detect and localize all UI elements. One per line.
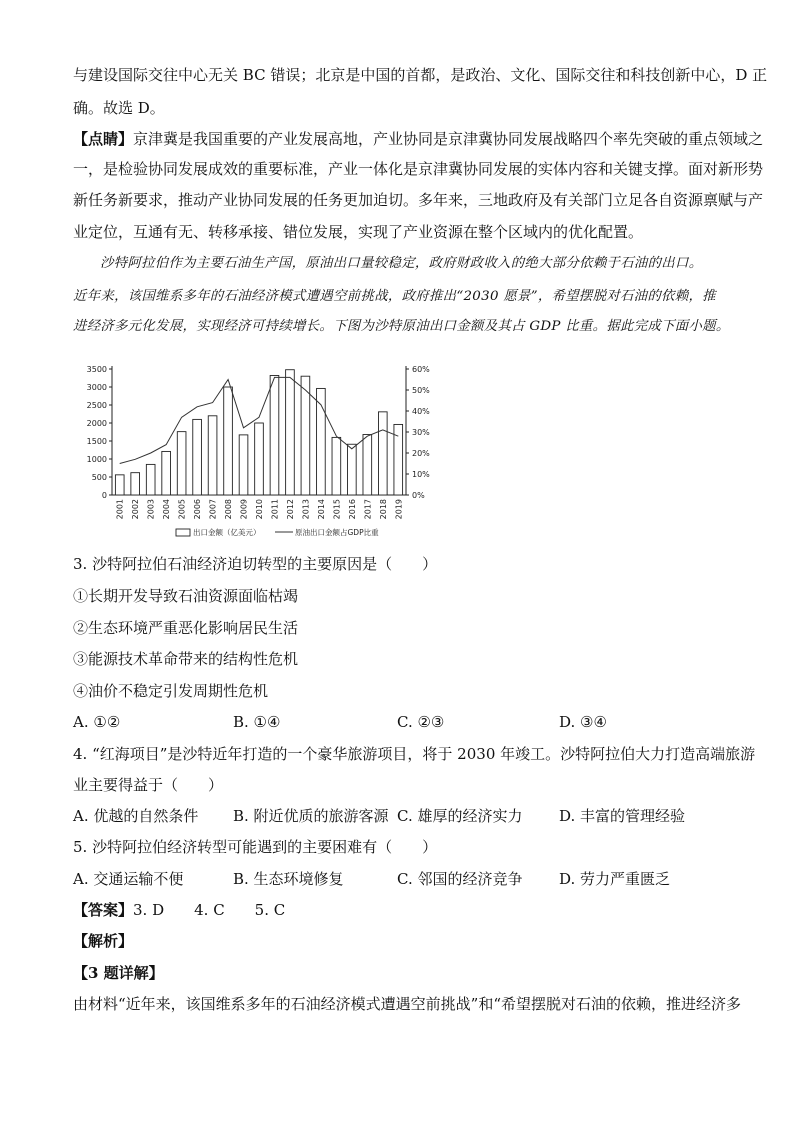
x-tick-label: 2008 — [224, 499, 234, 520]
left-tick-label: 2000 — [86, 419, 107, 428]
option-b: B. 生态环境修复 — [233, 870, 344, 888]
x-tick-label: 2004 — [162, 499, 172, 520]
answer-line — [73, 899, 723, 921]
bar-export-2011 — [270, 375, 279, 495]
right-tick-label: 10% — [412, 470, 430, 479]
x-tick-label: 2018 — [378, 499, 388, 520]
right-tick-label: 0% — [412, 491, 425, 500]
bar-export-2010 — [255, 423, 264, 495]
left-tick-label: 3500 — [86, 365, 107, 374]
q3-item: ④油价不稳定引发周期性危机 — [73, 682, 269, 700]
text-line: 京津冀是我国重要的产业发展高地，产业协同是京津冀协同发展战略四个率先突破的重点领域之 — [133, 130, 764, 148]
bar-export-2009 — [239, 435, 248, 495]
x-tick-label: 2012 — [285, 499, 295, 520]
bar-export-2001 — [115, 475, 124, 495]
legend-line-label: 原油出口金额占GDP比重 — [295, 528, 379, 537]
dianjing-paragraph — [73, 128, 764, 150]
option-c: C. ②③ — [397, 713, 445, 731]
bar-export-2008 — [224, 387, 233, 495]
text-line: 新任务新要求，推动产业协同发展的任务更加迫切。多年来，三地政府及有关部门立足各自资源禀赋与产 — [73, 191, 764, 209]
left-tick-label: 500 — [91, 473, 107, 482]
bar-export-2016 — [348, 444, 357, 495]
bar-export-2017 — [363, 435, 372, 495]
option-d: D. 劳力严重匮乏 — [559, 870, 671, 888]
x-tick-label: 2017 — [363, 499, 373, 520]
option-c: C. 邻国的经济竞争 — [397, 870, 523, 888]
bar-export-2004 — [162, 451, 171, 495]
text-line: 与建设国际交往中心无关 BC 错误；北京是中国的首都，是政治、文化、国际交往和科技创新中心，D 正 — [73, 66, 768, 84]
x-tick-label: 2002 — [131, 499, 141, 520]
option-a: A. 优越的自然条件 — [73, 807, 199, 825]
right-tick-label: 40% — [412, 407, 430, 416]
q3-stem: 3. 沙特阿拉伯石油经济迫切转型的主要原因是（ ） — [73, 555, 438, 573]
right-tick-label: 30% — [412, 428, 430, 437]
left-tick-label: 1500 — [86, 437, 107, 446]
x-tick-label: 2005 — [177, 499, 187, 520]
bar-export-2015 — [332, 437, 341, 495]
bar-export-2005 — [177, 432, 186, 495]
right-tick-label: 60% — [412, 365, 430, 374]
answer-text: 3. D 4. C 5. C — [133, 901, 286, 919]
x-tick-label: 2009 — [239, 499, 249, 520]
x-tick-label: 2015 — [332, 499, 342, 520]
option-a: A. ①② — [73, 713, 121, 731]
bar-export-2007 — [208, 416, 217, 495]
left-tick-label: 2500 — [86, 401, 107, 410]
material-line: 近年来，该国维系多年的石油经济模式遭遇空前挑战，政府推出“2030 愿景”，希望摆脱对石油的依赖，推 — [73, 289, 716, 304]
oil-export-chart — [80, 352, 445, 547]
left-tick-label: 0 — [101, 491, 107, 500]
q5-stem: 5. 沙特阿拉伯经济转型可能遇到的主要困难有（ ） — [73, 838, 438, 856]
q3-item: ①长期开发导致石油资源面临枯竭 — [73, 587, 299, 605]
x-tick-label: 2011 — [270, 499, 280, 520]
text-line: 确。故选 D。 — [73, 99, 165, 117]
bar-export-2006 — [193, 419, 202, 495]
bar-export-2012 — [286, 370, 295, 495]
option-b: B. 附近优质的旅游客源 — [233, 807, 389, 825]
material-line: 进经济多元化发展，实现经济可持续增长。下图为沙特原油出口金额及其占 GDP 比重。据此完成下面小题。 — [73, 319, 730, 334]
bar-export-2002 — [131, 473, 140, 495]
legend-bar-swatch — [176, 529, 190, 536]
q4-stem: 4. “红海项目”是沙特近年打造的一个豪华旅游项目，将于 2030 年竣工。沙特阿拉伯大力打造高端旅游 — [73, 745, 756, 763]
text-line: 一，是检验协同发展成效的重要标准，产业一体化是京津冀协同发展的实体内容和关键支撑。面对新形势 — [73, 160, 764, 178]
x-tick-label: 2014 — [316, 499, 326, 520]
x-tick-label: 2013 — [301, 499, 311, 520]
detail-tag: 【3 题详解】 — [73, 964, 164, 982]
text-line: 业定位，互通有无、转移承接、错位发展，实现了产业资源在整个区域内的优化配置。 — [73, 223, 644, 241]
q3-item: ③能源技术革命带来的结构性危机 — [73, 650, 299, 668]
option-d: D. ③④ — [559, 713, 607, 731]
x-tick-label: 2003 — [146, 499, 156, 520]
x-tick-label: 2019 — [394, 499, 404, 520]
bar-export-2018 — [378, 412, 387, 495]
q3-item: ②生态环境严重恶化影响居民生活 — [73, 619, 299, 637]
answer-tag: 【答案】 — [73, 901, 134, 919]
analysis-tag: 【解析】 — [73, 932, 134, 950]
x-tick-label: 2007 — [208, 499, 218, 520]
left-tick-label: 3000 — [86, 383, 107, 392]
x-tick-label: 2001 — [115, 499, 125, 520]
left-tick-label: 1000 — [86, 455, 107, 464]
option-a: A. 交通运输不便 — [73, 870, 184, 888]
detail-text: 由材料“近年来，该国维系多年的石油经济模式遭遇空前挑战”和“希望摆脱对石油的依赖，推进经济多 — [73, 995, 742, 1013]
option-d: D. 丰富的管理经验 — [559, 807, 686, 825]
q4-stem: 业主要得益于（ ） — [73, 776, 224, 794]
x-tick-label: 2010 — [255, 499, 264, 520]
option-b: B. ①④ — [233, 713, 281, 731]
dianjing-tag: 【点睛】 — [73, 130, 134, 148]
right-tick-label: 20% — [412, 449, 430, 458]
x-tick-label: 2006 — [193, 499, 203, 520]
right-tick-label: 50% — [412, 386, 430, 395]
material-line: 沙特阿拉伯作为主要石油生产国，原油出口量较稳定，政府财政收入的绝大部分依赖于石油的出口。 — [100, 256, 703, 271]
legend-bar-label: 出口金额（亿美元） — [193, 528, 261, 537]
x-tick-label: 2016 — [347, 499, 357, 520]
bar-export-2003 — [146, 464, 155, 495]
bar-export-2013 — [301, 376, 310, 495]
option-c: C. 雄厚的经济实力 — [397, 807, 523, 825]
